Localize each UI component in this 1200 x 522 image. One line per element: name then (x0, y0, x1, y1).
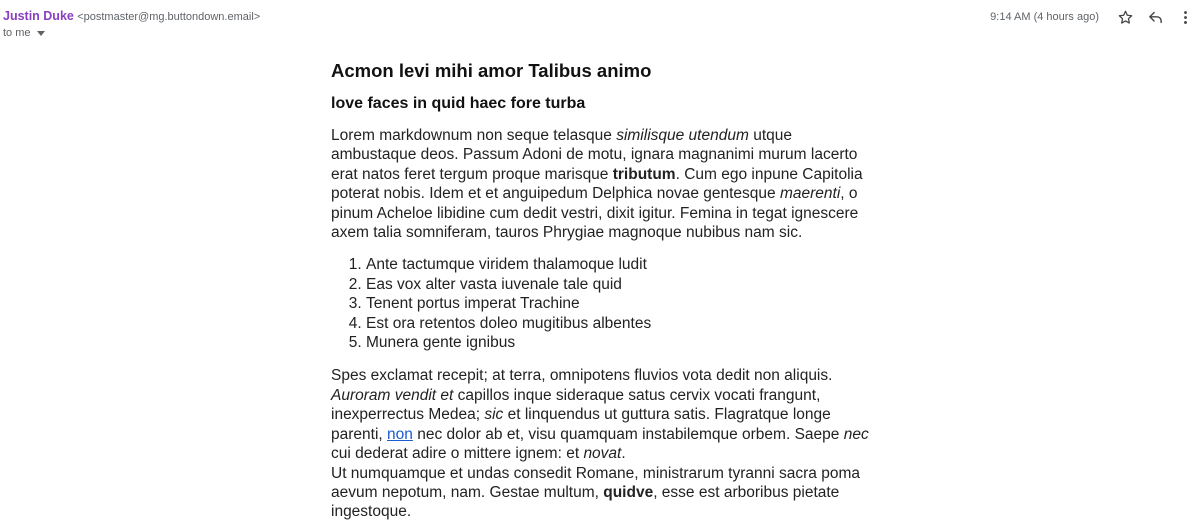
message-meta (990, 6, 1200, 28)
paragraph-3: Ut numquamque et undas consedit Romane, ministrarum tyranni sacra poma aevum nepotum, nam. Gestae multum, quidve, esse est arboribus pietate ingestoque. (331, 464, 860, 521)
bold-text: tributum (612, 165, 676, 183)
more-vert-icon (1177, 9, 1194, 26)
more-options-button[interactable] (1170, 6, 1200, 28)
list-item: 4. Est ora retentos doleo mugitibus albentes (366, 314, 871, 333)
star-button[interactable] (1110, 6, 1140, 28)
sender-line (3, 9, 260, 25)
emphasis: novat (583, 445, 622, 463)
star-icon (1117, 9, 1134, 26)
paragraph-2: Spes exclamat recepit; at terra, omnipotens fluvios vota dedit non aliquis. Auroram vendit et capillos inque sideraque satus cervix vocati frangunt, inexperrectus Medea; sic et linquendus ut guttura satis. Flagratque longe parenti, non nec dolor ab et, visu quamquam instabilemque orbem. Saepe nec cui dederat adire o mittere ignem: et novat. (331, 367, 869, 463)
sender-email: <postmaster@mg.buttondown.email> (77, 11, 261, 23)
list-item: 1. Ante tactumque viridem thalamoque ludit (366, 255, 871, 274)
emphasis: sic (484, 406, 504, 424)
email-subject: Acmon levi mihi amor Talibus animo (331, 60, 652, 81)
list-item: 5. Munera gente ignibus (366, 333, 871, 352)
caret-down-icon (37, 31, 45, 36)
emphasis: similisque utendum (616, 127, 749, 144)
message-header (0, 0, 1200, 44)
bold-text: quidve (603, 483, 654, 501)
reply-icon (1147, 9, 1164, 26)
paragraph-1: Lorem markdownum non seque telasque similisque utendum utque ambustaque deos. Passum Adoni de motu, ignara magnanimi murum lacerto erat natos feret tergum proque marisque tributum. Cum ego inpune Capitolia poterat nobis. Idem et et anguipedum Delphica novae gentesque maerenti, o pinum Acheloe libidine cum dedit vestri, dixit igitur. Femina in tegat ignescere axem talia somniferam, tauros Phrygiae magnoque nubibus nam sic. (331, 127, 863, 242)
sender-name[interactable]: Justin Duke (3, 9, 74, 23)
email-subheading: love faces in quid haec fore turba (331, 95, 586, 112)
ordered-list (331, 255, 871, 352)
list-item: 3. Tenent portus imperat Trachine (366, 294, 871, 313)
emphasis: maerenti (779, 185, 841, 203)
email-body (331, 58, 871, 522)
recipient-details-toggle[interactable] (3, 27, 45, 39)
inline-link[interactable]: non (387, 425, 413, 443)
emphasis: Auroram vendit et (331, 386, 454, 404)
message-date: 9:14 AM (4 hours ago) (990, 11, 1099, 23)
list-item: 2. Eas vox alter vasta iuvenale tale quid (366, 275, 871, 294)
emphasis: nec (843, 425, 869, 443)
recipient-label: to me (3, 27, 31, 39)
reply-button[interactable] (1140, 6, 1170, 28)
